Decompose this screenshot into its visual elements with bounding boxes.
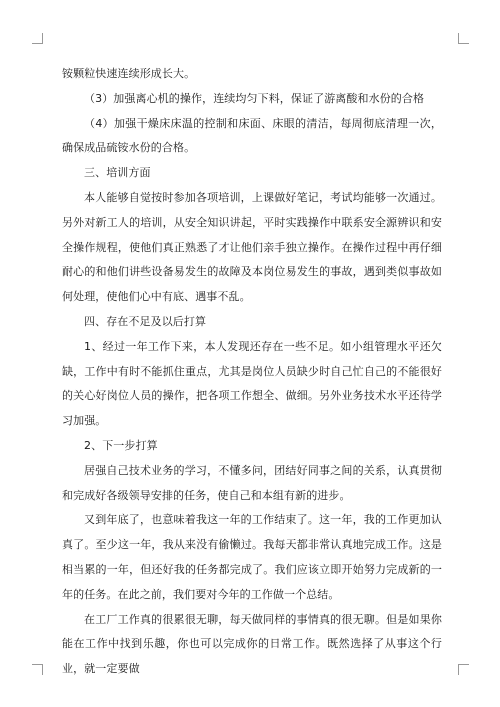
paragraph-training: 本人能够自觉按时参加各项培训，上课做好笔记，考试均能够一次通过。另外对新工人的培训，从安全知识讲起，平时实践操作中联系安全源辨识和安全操作规程，使他们真正熟悉了才让他们亲手独立操作。在操作过程中再仔细耐心的和他们讲些设备易发生的故障及本岗位易发生的事故，遇到类似事故如何处理，使他们心中有底、遇事不乱。 [62,190,442,304]
crop-mark-top-right [458,33,469,44]
paragraph-continuation: 铵颗粒快速连续形成长大。 [62,67,196,80]
section-heading-training: 三、培训方面 [84,166,151,180]
paragraph-factory-work: 在工厂工作真的很累很无聊，每天做同样的事情真的很无聊。但是如果你能在工作中找到乐趣，你也可以完成你的日常工作。既然选择了从事这个行业，就一定要做 [62,612,442,676]
paragraph-item-4: （4）加强干燥床床温的控制和床面、床眼的清洁，每周彻底清理一次，确保成品硫铵水份的合格。 [62,116,442,155]
paragraph-shortcomings: 1、经过一年工作下来，本人发现还存在一些不足。如小组管理水平还欠缺，工作中有时不能抓住重点，尤其是岗位人员缺少时自己忙自己的不能很好的关心好岗位人员的操作，把各项工作想全、做细。另外业务技术水平还待学习加强。 [62,339,442,428]
paragraph-year-end: 又到年底了，也意味着我这一年的工作结束了。这一年，我的工作更加认真了。至少这一年，我从来没有偷懒过。我每天都非常认真地完成工作。这是相当累的一年，但还好我的任务都完成了。我们应该立即开始努力完成新的一年的任务。在此之前，我们要对今年的工作做一个总结。 [62,513,442,601]
section-heading-shortcomings: 四、存在不足及以后打算 [84,314,207,328]
paragraph-item-3: （3）加强离心机的操作，连续均匀下料，保证了游离酸和水份的合格 [84,91,425,105]
crop-mark-top-left [32,33,43,44]
subheading-next-steps: 2、下一步打算 [84,438,158,452]
document-body [62,62,442,682]
paragraph-next-steps: 居强自己技术业务的学习，不懂多问，团结好同事之间的关系，认真贯彻和完成好各级领导安排的任务，使自己和本组有新的进步。 [62,463,442,502]
crop-mark-bottom-right [458,664,469,675]
crop-mark-bottom-left [32,664,43,675]
